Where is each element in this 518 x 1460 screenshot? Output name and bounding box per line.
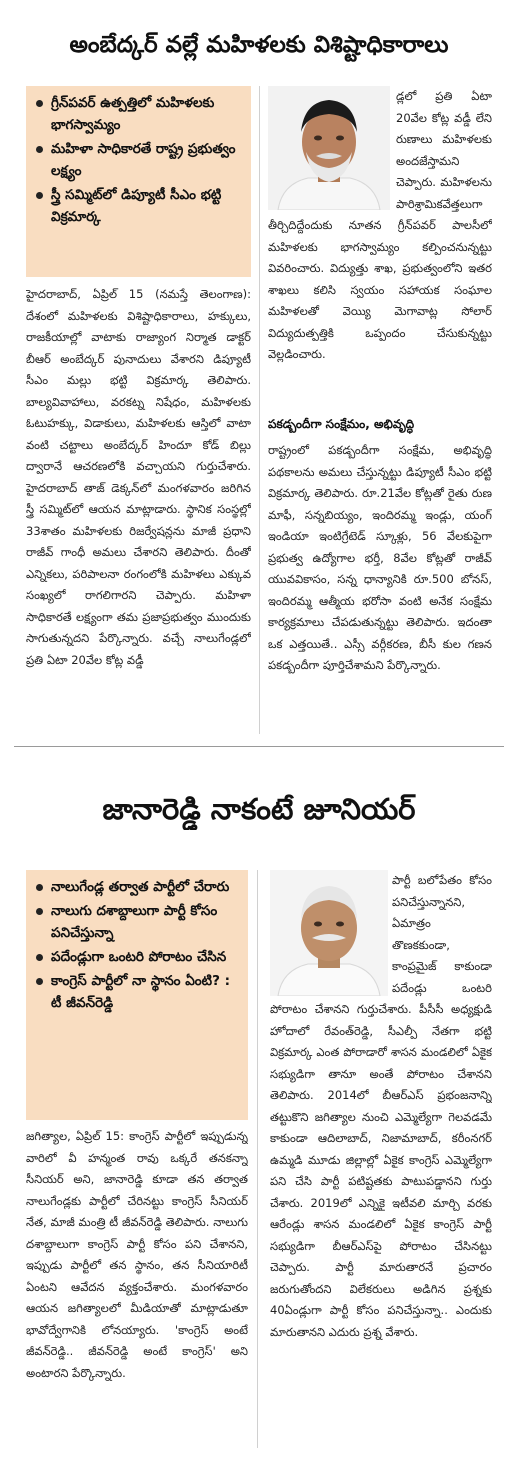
article-2-body-right: పార్టీ బలోపేతం కోసం పనిచేస్తున్నానని, ఏమాత్రం తొణకకుండా, కాంప్రమైజ్ కాకుండా పదేండ్లు ఒంటరి పోరాటం చేశానని గుర్తుచేశారు. పీసీసీ అధ్యక్షుడి హోదాలో రేవంత్‌రెడ్డి, సీఎల్పీ నేతగా భట్టి విక్రమార్క ఎంత పోరాడారో శాసన మండలిలో ఏకైక సభ్యుడిగా తానూ అంతే పోరాటం చేశానని తెలిపారు. 2014లో బీఆర్‌ఎస్ ప్రభంజనాన్ని తట్టుకొని జగిత్యాల నుంచి ఎమ్మెల్యేగా గెలవడమే కాకుండా ఆదిలాబాద్, నిజామాబాద్, కరీంనగర్ ఉమ్మడి మూడు జిల్లాల్లో ఏకైక కాంగ్రెస్ ఎమ్మెల్యేగా పని చేసి పార్టీ పటిష్టతకు పాటుపడ్డానని గుర్తు చేశారు. 2019లో ఎన్నికై ఇటీవలి మార్చి వరకు ఆరేండ్లు శాసన మండలిలో ఏకైక కాంగ్రెస్ పార్టీ సభ్యుడిగా బీఆర్‌ఎస్‌పై పోరాటం చేసినట్టు చెప్పారు. పార్టీ మారుతారనే ప్రచారం జరుగుతోందని విలేకరులు అడిగిన ప్రశ్నకు 40ఏండ్లుగా పార్టీ కోసం పనిచేస్తున్నా.. ఎందుకు మారుతానని ఎదురు ప్రశ్న వేశారు. xyxy=(270,873,492,1339)
highlight-text: కాంగ్రెస్ పార్టీలో నా స్థానం ఏంటి? : టీ జీవన్‌రెడ్డి xyxy=(51,973,231,1011)
bullet-icon xyxy=(36,908,43,915)
photo-float-space xyxy=(270,870,392,998)
article-1-body-right-bottom: రాష్ట్రంలో పకడ్బందీగా సంక్షేమ, అభివృద్ధి పథకాలను అమలు చేస్తున్నట్టు డిప్యూటీ సీఎం భట్టి విక్రమార్క తెలిపారు. రూ.21వేల కోట్లతో రైతు రుణ మాఫీ, సన్నబియ్యం, ఇందిరమ్మ ఇండ్లు, యంగ్ ఇండియా ఇంటిగ్రేటెడ్ స్కూళ్లు, 56 వేలకుపైగా ప్రభుత్వ ఉద్యోగాల భర్తీ, 8వేల కోట్లతో రాజీవ్ యువవికాసం, సన్న ధాన్యానికి రూ.500 బోనస్, ఇందిరమ్మ ఆత్మీయ భరోసా వంటి అనేక సంక్షేమ కార్యక్రమాలు చేపడుతున్నట్టు తెలిపారు. ఇదంతా ఒక ఎత్తయితే.. ఎస్సీ వర్గీకరణ, బీసీ కుల గణన పకడ్బందీగా పూర్తిచేశామని పేర్కొన్నారు. xyxy=(268,443,492,672)
article-2-headline: జానారెడ్డి నాకంటే జూనియర్ xyxy=(102,792,416,826)
highlight-item xyxy=(36,138,243,182)
highlight-text: గ్రీన్‌పవర్ ఉత్పత్తిలో మహిళలకు భాగస్వామ్యం xyxy=(51,95,215,133)
highlight-item xyxy=(36,900,240,944)
article-1-highlights xyxy=(26,86,251,277)
highlight-item xyxy=(36,184,243,228)
article-1-right-bottom xyxy=(268,404,492,734)
highlight-text: పదేండ్లుగా ఒంటరి పోరాటం చేసిన xyxy=(51,949,227,965)
bullet-icon xyxy=(36,978,43,985)
article-1-headline: అంబేద్కర్ వల్లే మహిళలకు విశిష్టాధికారాలు xyxy=(69,32,449,58)
highlight-text: స్త్రీ సమ్మిట్‌లో డిప్యూటీ సీఎం భట్టి విక్రమార్క xyxy=(51,187,222,225)
highlight-item xyxy=(36,970,240,1014)
bullet-icon xyxy=(36,954,43,961)
article-2-highlights xyxy=(26,870,248,1120)
article-1-left-column xyxy=(26,284,251,734)
highlight-text: నాలుగేండ్ల తర్వాత పార్టీలో చేరారు xyxy=(51,879,230,895)
article-1-right-top xyxy=(268,86,492,402)
highlight-text: నాలుగు దశాబ్దాలుగా పార్టీ కోసం పనిచేస్తున్నా xyxy=(51,903,218,941)
column-rule xyxy=(259,86,260,734)
bullet-icon xyxy=(36,884,43,891)
article-2-right-column xyxy=(270,870,492,1448)
highlight-item xyxy=(36,946,240,968)
article-divider xyxy=(14,746,504,747)
article-2-left-column xyxy=(26,1126,248,1448)
article-jeevan-reddy xyxy=(0,750,518,1450)
article-2-body-left: జగిత్యాల, ఏప్రిల్ 15: కాంగ్రెస్ పార్టీలో ఇప్పుడున్న వారిలో వీ హన్మంత రావు ఒక్కరే తనకన్నా సీనియర్ అని, జానారెడ్డి కూడా తన తర్వాత నాలుగేండ్లకు పార్టీలో చేరినట్టు కాంగ్రెస్ సీనియర్ నేత, మాజీ మంత్రి టీ జీవన్‌రెడ్డి తెలిపారు. నాలుగు దశాబ్దాలుగా కాంగ్రెస్ పార్టీ కోసం పని చేశానని, ఇప్పుడు పార్టీలో తన స్థానం, తన సీనియారిటీ ఏంటని ఆవేదన వ్యక్తంచేశారు. మంగళవారం ఆయన జగిత్యాలలో మీడియాతో మాట్లాడుతూ భావోద్వేగానికి లోనయ్యారు. 'కాంగ్రెస్ అంటే జీవన్‌రెడ్డి.. జీవన్‌రెడ్డి అంటే కాంగ్రెస్' అని అంటారని పేర్కొన్నారు. xyxy=(26,1129,248,1380)
column-rule xyxy=(257,870,258,1448)
highlight-item xyxy=(36,92,243,136)
photo-float-space xyxy=(268,86,396,212)
bullet-icon xyxy=(36,100,43,107)
article-1-body-right-top: డ్లలో ప్రతి ఏటా 20వేల కోట్ల వడ్డీ లేని రుణాలు మహిళలకు అందజేస్తామని చెప్పారు. మహిళలను పారిశ్రామికవేత్తలుగా తీర్చిదిద్దేందుకు నూతన గ్రీన్‌పవర్ పాలసీలో మహిళలకు భాగస్వామ్యం కల్పించనున్నట్టు వివరించారు. విద్యుత్తు శాఖ, ప్రభుత్వంలోని ఇతర శాఖలు కలిసి స్వయం సహాయక సంఘాల మహిళలతో వెయ్యి మెగావాట్ల సోలార్ విద్యుదుత్పత్తికి ఒప్పందం చేసుకున్నట్టు వెల్లడించారు. xyxy=(268,89,492,361)
highlight-item xyxy=(36,876,240,898)
bullet-icon xyxy=(36,146,43,153)
bullet-icon xyxy=(36,192,43,199)
highlight-text: మహిళా సాధికారతే రాష్ట్ర ప్రభుత్వం లక్ష్యం xyxy=(51,141,236,179)
article-1-subhead: పకడ్బందీగా సంక్షేమం, అభివృద్ధి xyxy=(268,417,415,431)
article-1-body-left: హైదరాబాద్, ఏప్రిల్ 15 (నమస్తే తెలంగాణ): దేశంలో మహిళలకు విశిష్టాధికారాలు, హక్కులు, రాజకీయాల్లో వాటాకు రాజ్యాంగ నిర్మాత డాక్టర్ బీఆర్ అంబేద్కర్ పునాదులు వేశారని డిప్యూటీ సీఎం మల్లు భట్టి విక్రమార్క తెలిపారు. బాల్యవివాహాలు, వరకట్న నిషేధం, మహిళలకు ఓటుహక్కు, విడాకులు, మహిళలకు ఆస్తిలో వాటా వంటి చట్టాలు అంబేద్కర్ హిందూ కోడ్ బిల్లు ద్వారానే ఆచరణలోకి వచ్చాయని గుర్తుచేశారు. హైదరాబాద్ తాజ్ డెక్కన్‌లో మంగళవారం జరిగిన స్త్రీ సమ్మిట్‌లో ఆయన మాట్లాడారు. స్థానిక సంస్థల్లో 33శాతం మహిళలకు రిజర్వేషన్లను మాజీ ప్రధాని రాజీవ్ గాంధీ అమలు చేశారని తెలిపారు. దీంతో ఎన్నికలు, పరిపాలనా రంగంలోకి మహిళలు ఎక్కువ సంఖ్యలో రాగలిగారని చెప్పారు. మహిళా సాధికారతే లక్ష్యంగా తమ ప్రజాప్రభుత్వం ముందుకు సాగుతున్నదని పేర్కొన్నారు. వచ్చే నాలుగేండ్లలో ప్రతి ఏటా 20వేల కోట్ల వడ్డీ xyxy=(26,287,251,667)
